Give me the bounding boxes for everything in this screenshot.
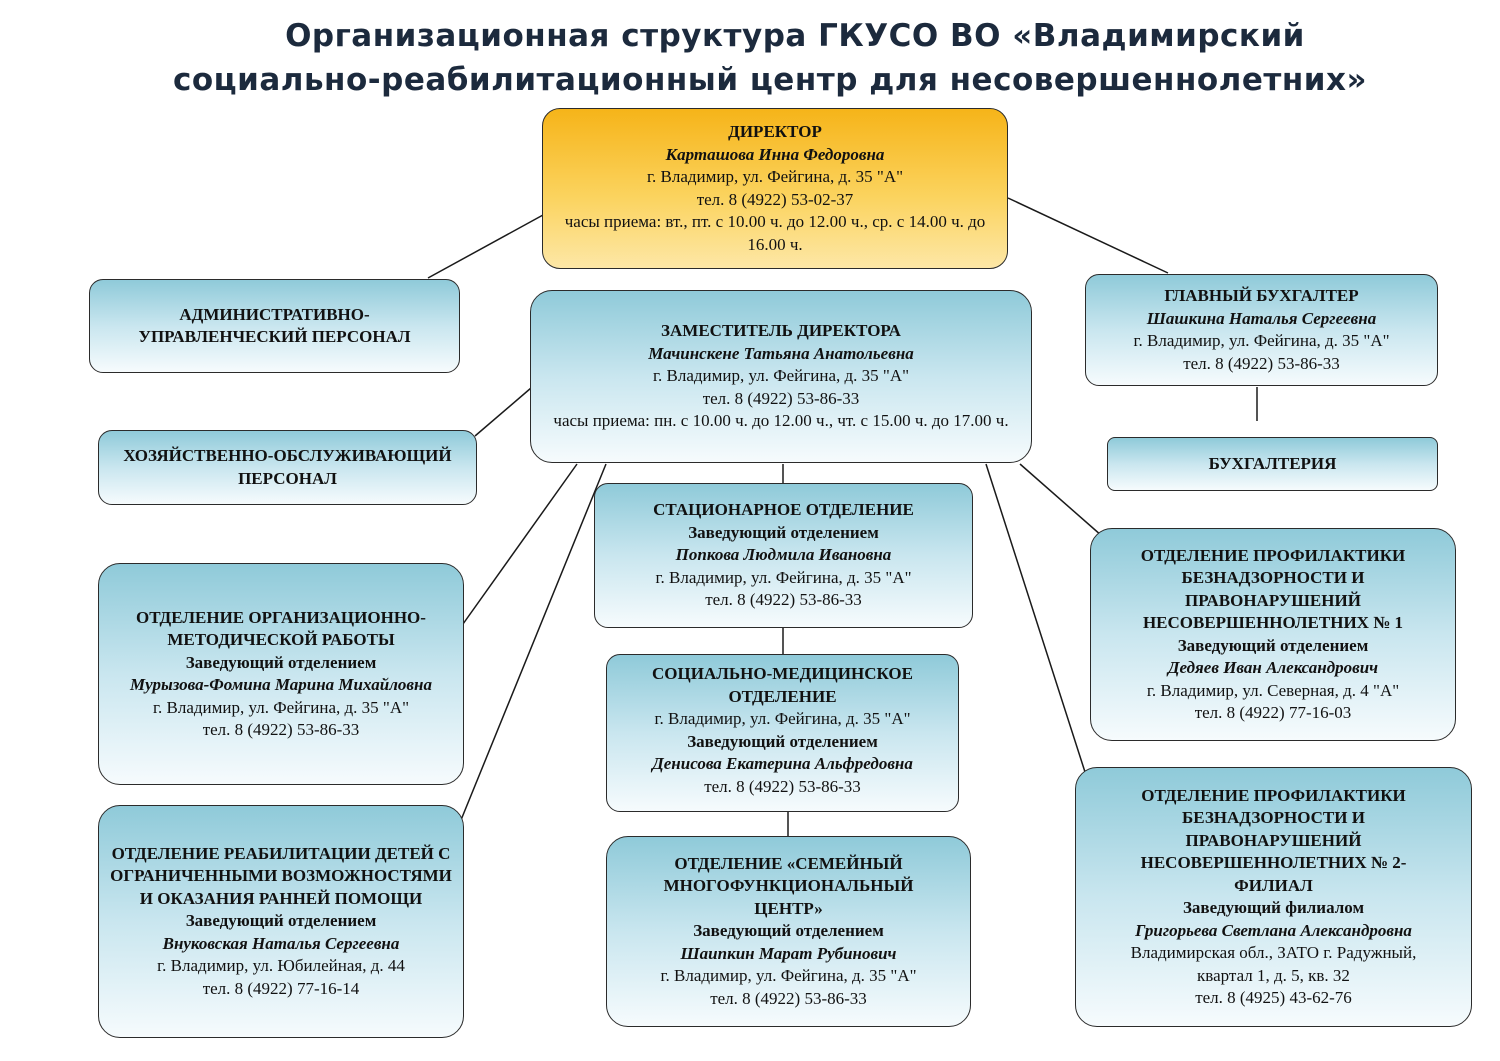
family-center-title: ОТДЕЛЕНИЕ «СЕМЕЙНЫЙ МНОГОФУНКЦИОНАЛЬНЫЙ ЦЕНТР» — [663, 853, 914, 918]
prevention-1-title: ОТДЕЛЕНИЕ ПРОФИЛАКТИКИ БЕЗНАДЗОРНОСТИ И ПРАВОНАРУШЕНИЙ НЕСОВЕРШЕННОЛЕТНИХ № 1 — [1140, 545, 1406, 632]
social-medical-head-name: Денисова Екатерина Альфредовна — [652, 754, 913, 773]
director-hours: часы приема: вт., пт. с 10.00 ч. до 12.00 ч., ср. с 14.00 ч. до 16.00 ч. — [564, 212, 986, 254]
social-medical-head-label: Заведующий отделением — [687, 731, 878, 751]
household-staff-box — [98, 430, 477, 505]
director-address: г. Владимир, ул. Фейгина, д. 35 "А" — [646, 167, 904, 186]
rehab-title: ОТДЕЛЕНИЕ РЕАБИЛИТАЦИИ ДЕТЕЙ С ОГРАНИЧЕННЫМИ ВОЗМОЖНОСТЯМИ И ОКАЗАНИЯ РАННЕЙ ПОМОЩИ — [110, 843, 452, 908]
deputy-hours: часы приема: пн. с 10.00 ч. до 12.00 ч., чт. с 15.00 ч. до 17.00 ч. — [553, 411, 1009, 431]
stationary-box — [594, 483, 973, 628]
social-medical-address: г. Владимир, ул. Фейгина, д. 35 "А" — [654, 709, 911, 728]
social-medical-phone: тел. 8 (4922) 53-86-33 — [704, 776, 861, 796]
prevention-2-address: Владимирская обл., ЗАТО г. Радужный, квартал 1, д. 5, кв. 32 — [1130, 943, 1417, 985]
family-center-address: г. Владимир, ул. Фейгина, д. 35 "А" — [660, 966, 917, 986]
prevention-2-head-label: Заведующий филиалом — [1182, 898, 1365, 917]
prevention-2-head-name: Григорьева Светлана Александровна — [1135, 920, 1412, 940]
org-method-box — [98, 563, 464, 785]
org-method-head-label: Заведующий отделением — [185, 652, 377, 672]
family-center-box — [606, 836, 971, 1027]
rehab-box — [98, 805, 464, 1038]
org-method-phone: тел. 8 (4922) 53-86-33 — [202, 720, 360, 739]
prevention-1-address: г. Владимир, ул. Северная, д. 4 "А" — [1146, 680, 1400, 700]
family-center-phone: тел. 8 (4922) 53-86-33 — [710, 988, 867, 1008]
deputy-address: г. Владимир, ул. Фейгина, д. 35 "А" — [652, 366, 910, 386]
director-role: ДИРЕКТОР — [728, 122, 822, 141]
rehab-head-name: Внуковская Наталья Сергеевна — [162, 933, 400, 953]
org-method-head-name: Мурызова-Фомина Марина Михайловна — [130, 675, 432, 694]
connector-director-accountant — [1008, 198, 1168, 273]
title-line-1: Организационная структура ГКУСО ВО «Владимирский — [285, 18, 1305, 54]
deputy-phone: тел. 8 (4922) 53-86-33 — [702, 388, 860, 408]
chief-accountant-phone: тел. 8 (4922) 53-86-33 — [1183, 353, 1340, 373]
rehab-head-label: Заведующий отделением — [185, 911, 377, 931]
deputy-role: ЗАМЕСТИТЕЛЬ ДИРЕКТОРА — [661, 321, 901, 341]
social-medical-box — [606, 654, 959, 812]
director-name: Карташова Инна Федоровна — [665, 144, 885, 164]
connector-deputy-prevention2 — [986, 464, 1085, 772]
connector-deputy-household — [475, 388, 531, 436]
accounting-title: БУХГАЛТЕРИЯ — [1208, 453, 1337, 473]
social-medical-title: СОЦИАЛЬНО-МЕДИЦИНСКОЕ ОТДЕЛЕНИЕ — [652, 664, 913, 706]
prevention-1-phone: тел. 8 (4922) 77-16-03 — [1194, 703, 1352, 722]
deputy-box — [530, 290, 1032, 463]
stationary-title: СТАЦИОНАРНОЕ ОТДЕЛЕНИЕ — [653, 500, 914, 520]
org-method-address: г. Владимир, ул. Фейгина, д. 35 "А" — [152, 697, 410, 717]
prevention-2-title: ОТДЕЛЕНИЕ ПРОФИЛАКТИКИ БЕЗНАДЗОРНОСТИ И ПРАВОНАРУШЕНИЙ НЕСОВЕРШЕННОЛЕТНИХ № 2-ФИЛИАЛ — [1140, 785, 1407, 895]
stationary-address: г. Владимир, ул. Фейгина, д. 35 "А" — [655, 567, 912, 587]
connector-director-admin — [428, 215, 543, 278]
chief-accountant-box — [1085, 274, 1438, 386]
household-staff-title: ХОЗЯЙСТВЕННО-ОБСЛУЖИВАЮЩИЙ ПЕРСОНАЛ — [123, 446, 452, 488]
deputy-name: Мачинскене Татьяна Анатольевна — [648, 343, 914, 363]
connector-deputy-orgmethod — [463, 464, 577, 624]
family-center-head-label: Заведующий отделением — [693, 921, 884, 941]
admin-staff-box — [89, 279, 460, 373]
stationary-phone: тел. 8 (4922) 53-86-33 — [705, 590, 862, 610]
admin-staff-title: АДМИНИСТРАТИВНО-УПРАВЛЕНЧЕСКИЙ ПЕРСОНАЛ — [138, 304, 411, 346]
rehab-address: г. Владимир, ул. Юбилейная, д. 44 — [157, 956, 405, 976]
prevention-2-box — [1075, 767, 1472, 1027]
prevention-1-box — [1090, 528, 1456, 741]
family-center-head-name: Шаипкин Марат Рубинович — [680, 943, 897, 963]
connector-deputy-prevention1 — [1020, 464, 1102, 536]
stationary-head-label: Заведующий отделением — [688, 522, 879, 542]
stationary-head-name: Попкова Людмила Ивановна — [675, 545, 892, 565]
rehab-phone: тел. 8 (4922) 77-16-14 — [202, 978, 360, 998]
director-phone: тел. 8 (4922) 53-02-37 — [696, 189, 854, 209]
chief-accountant-role: ГЛАВНЫЙ БУХГАЛТЕР — [1164, 286, 1359, 305]
prevention-2-phone: тел. 8 (4925) 43-62-76 — [1195, 988, 1352, 1007]
connector-deputy-rehab — [461, 464, 606, 820]
prevention-1-head-name: Дедяев Иван Александрович — [1167, 658, 1379, 677]
title-line-2: социально-реабилитационный центр для несовершеннолетних» — [172, 62, 1368, 98]
prevention-1-head-label: Заведующий отделением — [1177, 635, 1369, 655]
chief-accountant-address: г. Владимир, ул. Фейгина, д. 35 "А" — [1133, 331, 1390, 350]
director-box — [542, 108, 1008, 269]
accounting-box — [1107, 437, 1438, 491]
chief-accountant-name: Шашкина Наталья Сергеевна — [1146, 308, 1377, 328]
org-method-title: ОТДЕЛЕНИЕ ОРГАНИЗАЦИОННО-МЕТОДИЧЕСКОЙ РАБОТЫ — [136, 607, 426, 649]
